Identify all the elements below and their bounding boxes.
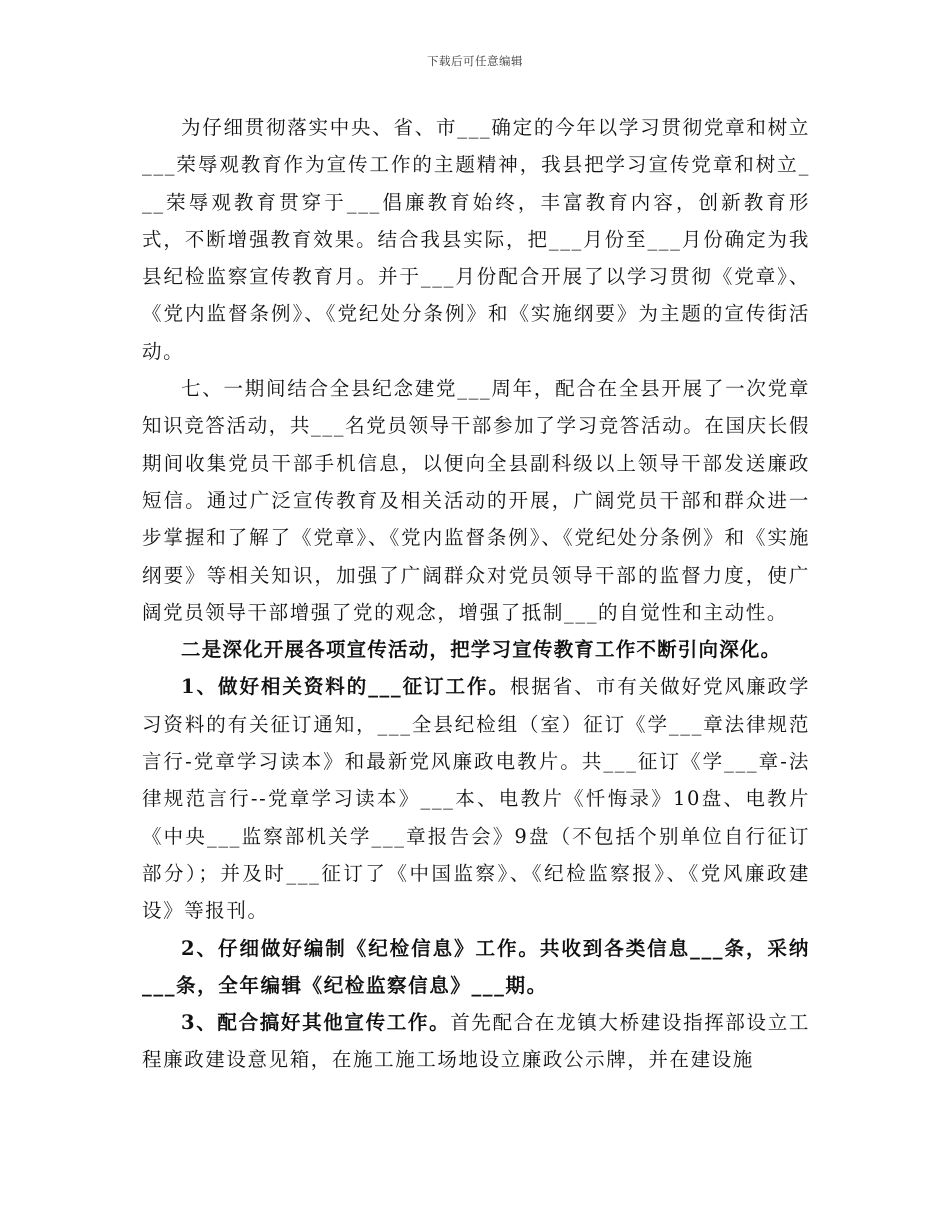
paragraph-body: 根据省、市有关做好党风廉政学习资料的有关征订通知，___全县纪检组（室）征订《学___章法律规范言行-党章学习读本》和最新党风廉政电教片。共___征订《学___章-法律规范言行--党章学习读本》___本、电教片《忏悔录》10盘、电教片《中央___监察部机关学___章报告会》9盘（不包括个别单位自行征订部分）；并及时___征订了《中国监察》、《纪检监察报》、《党风廉政建设》等报刊。: [142, 675, 810, 923]
paragraph: [142, 668, 810, 929]
paragraph-lead: 2、仔细做好编制《纪检信息》工作。共收到各类信息___条，采纳___条，全年编辑《纪检监察信息》___期。: [142, 936, 810, 997]
section-heading: 二是深化开展各项宣传活动，把学习宣传教育工作不断引向深化。: [181, 638, 782, 662]
document-body: [142, 109, 810, 1079]
paragraph: [142, 1004, 810, 1079]
paragraph-lead: 1、做好相关资料的___征订工作。: [181, 675, 510, 699]
paragraph-body: 首先配合在龙镇大桥建设指挥部设立工程廉政建设意见箱，在施工施工场地设立廉政公示牌，并在建设施: [142, 1011, 810, 1072]
paragraph-lead: 3、配合搞好其他宣传工作。: [181, 1011, 451, 1035]
paragraph: [142, 930, 810, 1005]
paragraph: 七、一期间结合全县纪念建党___周年，配合在全县开展了一次党章知识竞答活动，共___名党员领导干部参加了学习竞答活动。在国庆长假期间收集党员干部手机信息，以便向全县副科级以上领导干部发送廉政短信。通过广泛宣传教育及相关活动的开展，广阔党员干部和群众进一步掌握和了解了《党章》、《党内监督条例》、《党纪处分条例》和《实施纲要》等相关知识，加强了广阔群众对党员领导干部的监督力度，使广阔党员领导干部增强了党的观念，增强了抵制___的自觉性和主动性。: [142, 377, 810, 624]
paragraph: 为仔细贯彻落实中央、省、市___确定的今年以学习贯彻党章和树立___荣辱观教育作为宣传工作的主题精神，我县把学习宣传党章和树立___荣辱观教育贯穿于___倡廉教育始终，丰富教育内容，创新教育形式，不断增强教育效果。结合我县实际，把___月份至___月份确定为我县纪检监察宣传教育月。并于___月份配合开展了以学习贯彻《党章》、《党内监督条例》、《党纪处分条例》和《实施纲要》为主题的宣传街活动。: [142, 116, 810, 363]
page-header: 下载后可任意编辑: [427, 54, 523, 68]
